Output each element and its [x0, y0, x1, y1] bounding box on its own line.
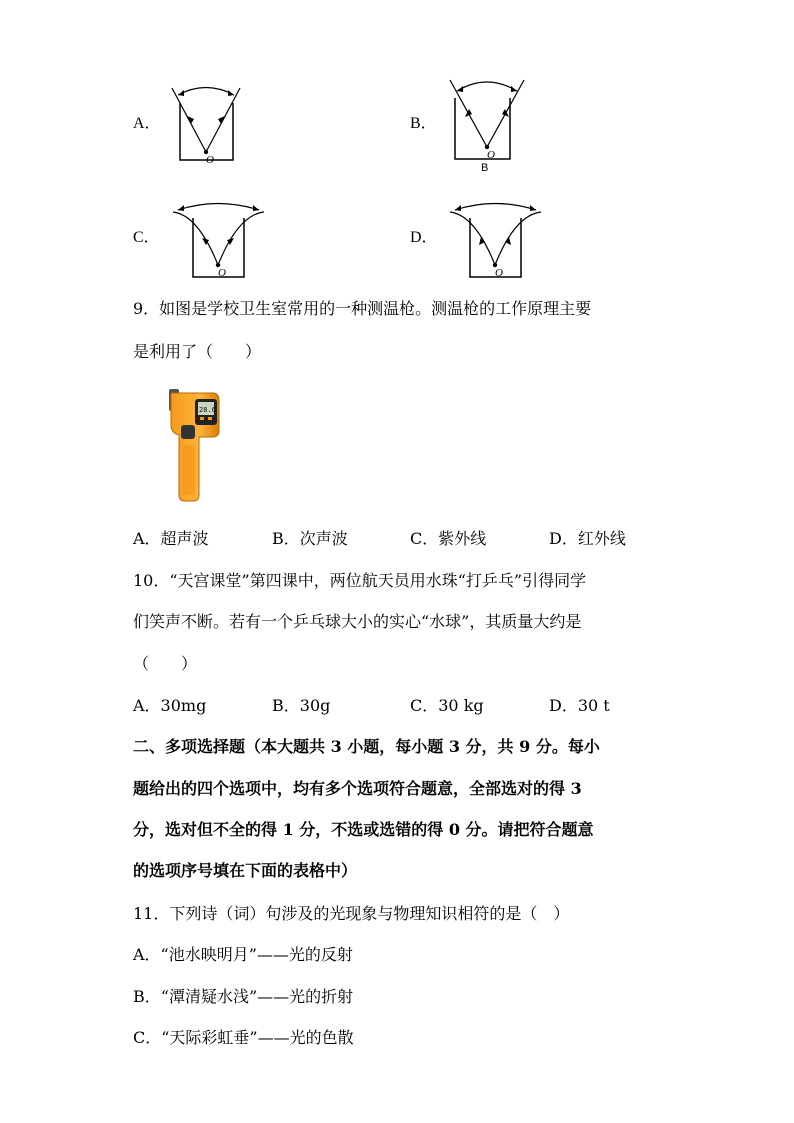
figure-b-caption: B — [481, 162, 489, 174]
arc-arrowhead — [178, 90, 184, 96]
arc-arrowhead — [511, 86, 517, 92]
arc-path — [457, 82, 517, 91]
q9-option-a: A．超声波 — [133, 529, 209, 548]
q10-option-a: A．30mg — [133, 696, 207, 715]
figure-d-diagram — [445, 195, 555, 285]
option-d-label: D． — [410, 229, 438, 246]
q11-option-c: C．“天际彩虹垂”——光的色散 — [133, 1028, 354, 1047]
gun-button — [200, 417, 204, 420]
arc-arrowhead — [178, 205, 184, 211]
point-o-label: O — [495, 267, 503, 279]
arc-arrowhead — [228, 90, 234, 96]
q10-stem-line1: 10．“天宫课堂”第四课中，两位航天员用水珠“打乒乓”引得同学 — [133, 571, 587, 590]
option-a-label: A． — [133, 115, 161, 132]
arc-path — [178, 204, 259, 211]
gun-display-value: 28.6 — [199, 406, 216, 414]
figure-a-diagram — [165, 80, 255, 170]
ray-left — [450, 212, 495, 265]
q9-stem-line2: 是利用了（ ） — [133, 342, 262, 361]
section2-heading-line4: 的选项序号填在下面的表格中） — [133, 861, 358, 880]
point-o-label: O — [487, 149, 495, 161]
q10-option-c: C．30 kg — [410, 696, 484, 715]
arc-path — [178, 88, 234, 96]
thermometer-gun-image — [165, 385, 225, 510]
figure-c-diagram — [168, 195, 278, 285]
q9-option-c: C．紫外线 — [410, 529, 487, 548]
arc-path — [455, 204, 536, 211]
section2-heading-line3: 分，选对但不全的得 1 分，不选或选错的得 0 分。请把符合题意 — [133, 820, 594, 839]
ray-left — [173, 212, 218, 265]
point-o-label: O — [206, 154, 214, 166]
q9-option-b: B．次声波 — [272, 529, 348, 548]
q10-stem-line3: （ ） — [133, 654, 198, 673]
point-o-label: O — [218, 267, 226, 279]
cup-outline — [455, 98, 510, 159]
q10-option-b: B．30g — [272, 696, 331, 715]
arc-arrowhead — [457, 86, 463, 92]
ray-right — [218, 212, 264, 265]
q10-stem-line2: 们笑声不断。若有一个乒乓球大小的实心“水球”，其质量大约是 — [133, 612, 582, 631]
gun-grip-shade — [183, 445, 195, 495]
q10-option-d: D．30 t — [549, 696, 610, 715]
arc-arrowhead — [455, 205, 461, 211]
q11-option-a: A．“池水映明月”——光的反射 — [133, 945, 353, 964]
gun-button — [208, 417, 212, 420]
ray-arrowhead — [187, 116, 194, 124]
option-b-label: B． — [410, 115, 437, 132]
q11-option-b: B．“潭清疑水浅”——光的折射 — [133, 987, 354, 1006]
q11-stem: 11．下列诗（词）句涉及的光现象与物理知识相符的是（ ） — [133, 904, 570, 923]
arc-arrowhead — [530, 205, 536, 211]
section2-heading-line2: 题给出的四个选项中，均有多个选项符合题意，全部选对的得 3 — [133, 779, 582, 798]
section2-heading-line1: 二、多项选择题（本大题共 3 小题，每小题 3 分，共 9 分。每小 — [133, 737, 600, 756]
q9-option-d: D．红外线 — [549, 529, 626, 548]
gun-trigger — [181, 425, 195, 439]
option-c-label: C． — [133, 229, 160, 246]
q9-stem-line1: 9．如图是学校卫生室常用的一种测温枪。测温枪的工作原理主要 — [133, 299, 592, 318]
ray-arrowhead — [218, 116, 225, 124]
arc-arrowhead — [253, 205, 259, 211]
figure-b-diagram — [445, 75, 535, 175]
ray-right — [495, 212, 541, 265]
